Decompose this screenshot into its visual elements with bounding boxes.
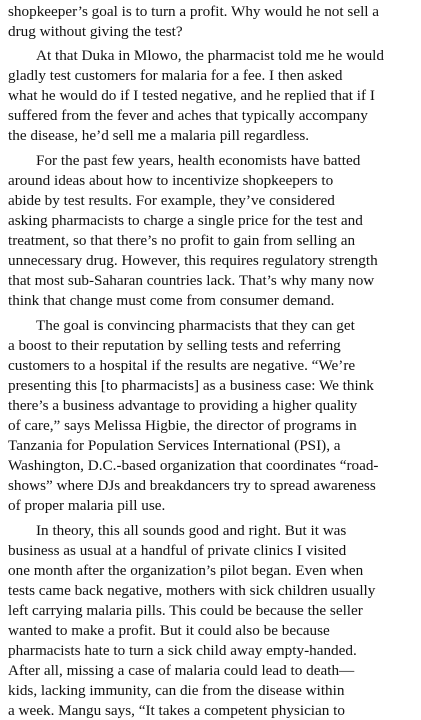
text-line: gladly test customers for malaria for a fee. I then asked xyxy=(8,67,343,84)
text-line: pharmacists hate to turn a sick child away empty-handed. xyxy=(8,642,357,659)
text-line: abide by test results. For example, they’ve considered xyxy=(8,192,335,209)
paragraph-start: At that Duka in Mlowo, the pharmacist told me he would xyxy=(36,47,384,64)
text-line: shopkeeper’s goal is to turn a profit. Why would he not sell a xyxy=(8,3,380,20)
text-line: business as usual at a handful of private clinics I visited xyxy=(8,542,347,559)
text-line: that most sub-Saharan countries lack. That’s why many now xyxy=(8,272,375,289)
text-line: Washington, D.C.-based organization that coordinates “road- xyxy=(8,457,379,474)
text-line: wanted to make a profit. But it could also be because xyxy=(8,622,330,639)
text-line: presenting this [to pharmacists] as a business case: We think xyxy=(8,377,374,394)
text-line: left carrying malaria pills. This could be because the seller xyxy=(8,602,363,619)
text-line: one month after the organization’s pilot began. Even when xyxy=(8,562,364,579)
text-line: of proper malaria pill use. xyxy=(8,497,166,514)
text-line: treatment, so that there’s no profit to gain from selling an xyxy=(8,232,356,249)
text-line: After all, missing a case of malaria could lead to death— xyxy=(8,662,355,679)
paragraph-start: For the past few years, health economists have batted xyxy=(36,152,361,169)
paragraph-start: The goal is convincing pharmacists that they can get xyxy=(36,317,355,334)
text-line: suffered from the fever and aches that typically accompany xyxy=(8,107,368,124)
text-line: of care,” says Melissa Higbie, the director of programs in xyxy=(8,417,357,434)
text-line: tests came back negative, mothers with sick children usually xyxy=(8,582,376,599)
text-line: the disease, he’d sell me a malaria pill regardless. xyxy=(8,127,310,144)
text-line: shows” where DJs and breakdancers try to spread awareness xyxy=(8,477,376,494)
text-line: customers to a hospital if the results are negative. “We’re xyxy=(8,357,356,374)
text-line: a week. Mangu says, “It takes a competent physician to xyxy=(8,702,345,719)
paragraph-start: In theory, this all sounds good and right. But it was xyxy=(36,522,347,539)
text-line: what he would do if I tested negative, and he replied that if I xyxy=(8,87,375,104)
text-line: drug without giving the test? xyxy=(8,23,183,40)
text-line: there’s a business advantage to providing a higher quality xyxy=(8,397,358,414)
text-line: Tanzania for Population Services International (PSI), a xyxy=(8,437,341,454)
text-line: unnecessary drug. However, this requires regulatory strength xyxy=(8,252,378,269)
text-line: asking pharmacists to charge a single price for the test and xyxy=(8,212,363,229)
text-line: think that change must come from consumer demand. xyxy=(8,292,335,309)
text-line: around ideas about how to incentivize shopkeepers to xyxy=(8,172,334,189)
text-line: a boost to their reputation by selling tests and referring xyxy=(8,337,341,354)
text-line: kids, lacking immunity, can die from the disease within xyxy=(8,682,345,699)
